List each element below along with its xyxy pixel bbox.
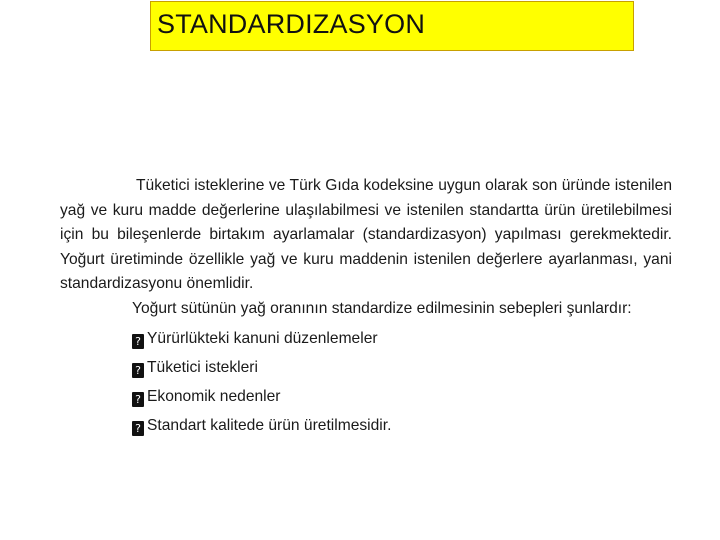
- list-item: [60, 353, 672, 382]
- list-item-text: Tüketici istekleri: [147, 359, 258, 376]
- paragraph-intro: Tüketici isteklerine ve Türk Gıda kodeksine uygun olarak son üründe istenilen yağ ve kuru madde değerlerine ulaşılabilmesi ve istenilen standartta ürün üretilebilmesi için bu bileşenlerde birtakım ayarlamalar (standardizasyon) yapılması gerekmektedir. Yoğurt üretiminde özellikle yağ ve kuru maddenin istenilen değerlere ayarlanması, yani standardizasyonu önemlidir.: [60, 177, 672, 292]
- missing-glyph-icon: ?: [132, 392, 144, 407]
- missing-glyph-icon: ?: [132, 334, 144, 349]
- page-title: STANDARDIZASYON: [157, 9, 426, 39]
- missing-glyph-icon: ?: [132, 363, 144, 378]
- list-item: [60, 382, 672, 411]
- missing-glyph-icon: ?: [132, 421, 144, 436]
- list-item: [60, 411, 672, 440]
- slide-body: [60, 174, 672, 440]
- list-item-text: Ekonomik nedenler: [147, 388, 281, 405]
- reasons-list: [60, 324, 672, 440]
- list-item: [60, 324, 672, 353]
- list-item-text: Standart kalitede ürün üretilmesidir.: [147, 417, 392, 434]
- title-banner: [150, 1, 634, 51]
- paragraph-reasons-lead: Yoğurt sütünün yağ oranının standardize edilmesinin sebepleri şunlardır:: [132, 299, 632, 317]
- list-item-text: Yürürlükteki kanuni düzenlemeler: [147, 330, 378, 347]
